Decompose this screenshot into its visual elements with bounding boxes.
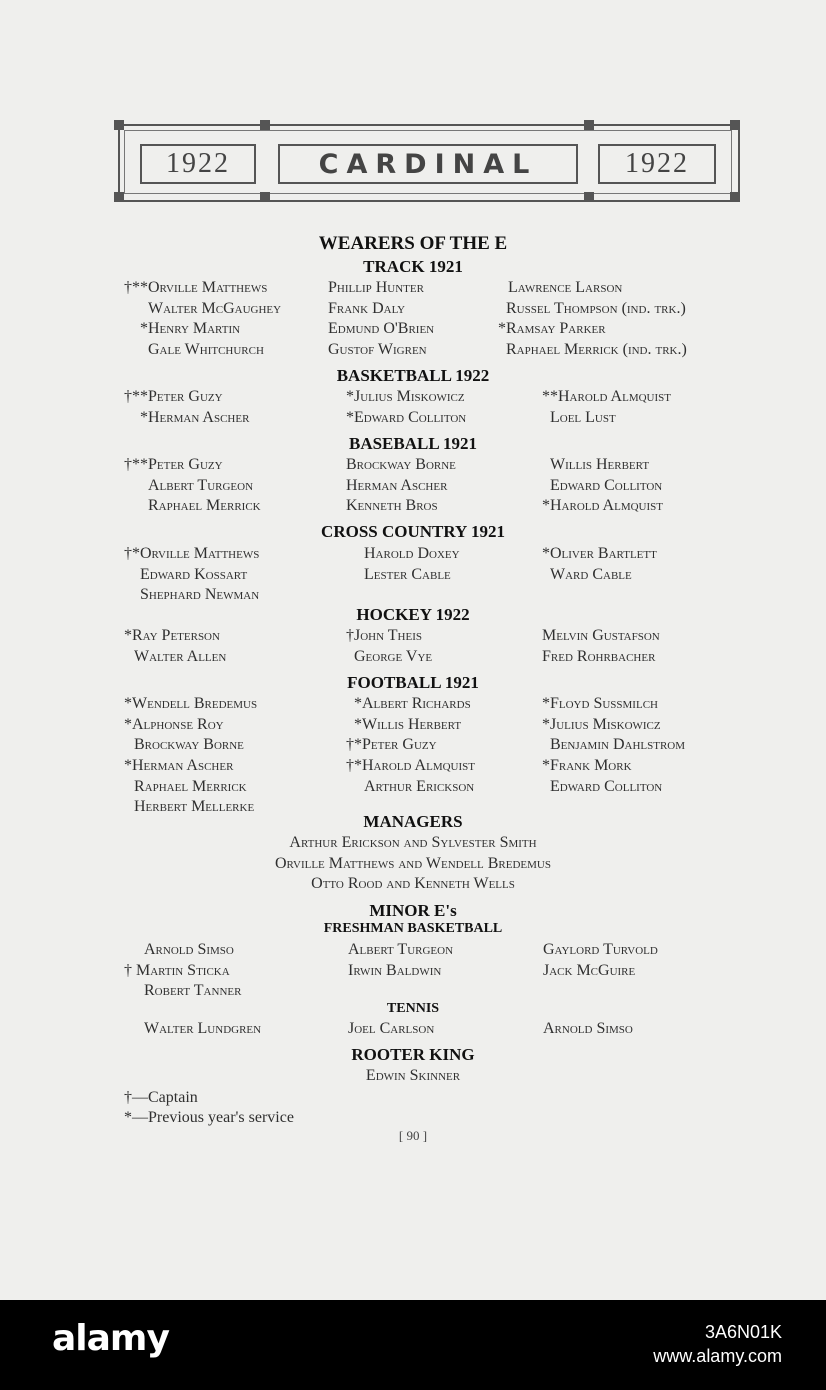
page-title: WEARERS OF THE E [318,233,508,254]
list-item: Russel Thompson (ind. trk.) [506,299,686,317]
corner-square [584,120,594,130]
list-item: Gaylord Turvold [543,941,658,958]
list-item: Albert Turgeon [348,941,454,958]
list-item: Herman Ascher [346,476,448,494]
list-item: Raphael Merrick [148,497,261,515]
list-item: Edward Kossart [140,565,248,583]
list-item: †**Peter Guzy [124,388,223,405]
list-item: Edward Colliton [550,476,663,494]
football-col2 [346,694,475,797]
list-item: Edmund O'Brien [328,320,435,338]
list-item: Harold Doxey [364,545,460,562]
managers-list [0,833,826,895]
legend-previous: *—Previous year's service [124,1109,294,1126]
football-col1 [124,694,257,818]
list-item: *Floyd Sussmilch [542,695,658,712]
list-item: *Julius Miskowicz [542,715,661,733]
list-item: Irwin Baldwin [348,961,442,979]
baseball-col3 [542,455,663,517]
list-item: Herbert Mellerke [134,798,255,816]
minor-col3 [543,940,658,981]
site-url: www.alamy.com [653,1346,782,1366]
hockey-heading: HOCKEY 1922 [356,605,470,624]
page-number: [ 90 ] [398,1128,428,1143]
list-item: *Herman Ascher [140,408,250,426]
hockey-col3 [542,626,660,667]
minor-col2 [348,940,453,981]
list-item: †*Harold Almquist [346,757,476,775]
list-item: Joel Carlson [348,1020,435,1037]
baseball-heading: BASEBALL 1921 [348,434,477,453]
basketball-heading: BASKETBALL 1922 [336,366,490,385]
basketball-col1 [124,387,249,428]
minor-col1 [124,940,241,1002]
freshman-basketball-heading: FRESHMAN BASKETBALL [323,921,503,936]
list-item: Edward Colliton [550,777,663,795]
list-item: Gustof Wigren [328,341,427,359]
list-item: *Oliver Bartlett [542,545,657,562]
list-item: Phillip Hunter [328,279,424,296]
list-item: Otto Rood and Kenneth Wells [311,875,515,893]
cross-country-col2 [364,544,460,585]
legend-captain: †—Captain [124,1089,198,1106]
managers-heading: MANAGERS [363,812,463,831]
list-item: Willis Herbert [550,456,650,473]
list-item: †**Orville Matthews [124,279,268,296]
basketball-col3 [542,387,671,428]
rooter-king-name [0,1066,826,1087]
list-item: Loel Lust [550,408,616,426]
minor-heading: MINOR E's [369,901,457,920]
list-item: *Herman Ascher [124,757,234,775]
image-id-block [653,1320,782,1368]
hockey-col1 [124,626,226,667]
list-item: *Frank Mork [542,757,632,775]
cross-country-col1 [124,544,259,606]
rooter-king-heading: ROOTER KING [351,1045,475,1064]
list-item: *Albert Richards [354,695,471,712]
list-item: Gale Whitchurch [148,341,264,359]
list-item: Arthur Erickson and Sylvester Smith [289,834,537,851]
list-item: **Harold Almquist [542,388,672,405]
list-item: †*Orville Matthews [124,545,260,562]
corner-square [260,120,270,130]
list-item: †*Peter Guzy [346,736,437,754]
football-heading: FOOTBALL 1921 [347,673,479,692]
list-item: *Julius Miskowicz [346,388,465,405]
list-item: Raphael Merrick [134,777,247,795]
track-heading: TRACK 1921 [363,257,463,276]
list-item: Benjamin Dahlstrom [550,736,686,754]
list-item: Walter Allen [134,647,227,665]
corner-square [114,120,124,130]
list-item: *Harold Almquist [542,497,664,515]
banner-title: CARDINAL [278,144,578,184]
tennis-col1 [144,1019,261,1040]
corner-square [730,192,740,202]
list-item: George Vye [354,647,433,665]
cardinal-banner [118,124,740,202]
list-item: Arnold Simso [144,941,234,958]
football-col3 [542,694,685,797]
list-item: *Henry Martin [140,320,241,338]
track-col1 [124,278,281,361]
tennis-col3 [543,1019,633,1040]
list-item: Edwin Skinner [365,1067,461,1084]
list-item: Orville Matthews and Wendell Bredemus [275,854,551,872]
list-item: Lawrence Larson [508,279,623,296]
cross-country-heading: CROSS COUNTRY 1921 [321,522,505,541]
list-item: *Edward Colliton [346,408,467,426]
list-item: Raphael Merrick (ind. trk.) [506,341,687,359]
list-item: Ward Cable [550,565,632,583]
list-item: Melvin Gustafson [542,627,660,644]
corner-square [584,192,594,202]
list-item: *Ramsay Parker [498,320,606,338]
list-item: †John Theis [346,627,422,644]
list-item: Brockway Borne [134,736,244,754]
list-item: Arnold Simso [543,1020,633,1037]
banner-year-right: 1922 [598,144,716,184]
list-item: Robert Tanner [144,982,242,1000]
list-item: †**Peter Guzy [124,456,223,473]
track-col2 [328,278,434,361]
list-item: Walter McGaughey [148,299,282,317]
list-item: *Willis Herbert [354,715,462,733]
track-col3 [498,278,687,361]
baseball-col2 [346,455,456,517]
list-item: † Martin Sticka [124,961,230,979]
banner-year-left: 1922 [140,144,256,184]
list-item: *Alphonse Roy [124,715,224,733]
tennis-col2 [348,1019,434,1040]
list-item: Shephard Newman [140,586,260,604]
corner-square [114,192,124,202]
list-item: Fred Rohrbacher [542,647,656,665]
cross-country-col3 [542,544,657,585]
corner-square [260,192,270,202]
list-item: *Ray Peterson [124,627,220,644]
alamy-logo: alamy [52,1318,169,1359]
list-item: Frank Daly [328,299,406,317]
corner-square [730,120,740,130]
list-item: Lester Cable [364,565,451,583]
list-item: Arthur Erickson [364,777,475,795]
basketball-col2 [346,387,466,428]
list-item: Brockway Borne [346,456,456,473]
list-item: Albert Turgeon [148,476,254,494]
tennis-heading: TENNIS [386,1001,440,1016]
list-item: *Wendell Bredemus [124,695,258,712]
list-item: Walter Lundgren [144,1020,262,1037]
list-item: Kenneth Bros [346,497,438,515]
list-item: Jack McGuire [543,961,636,979]
image-id: 3A6N01K [704,1322,782,1342]
hockey-col2 [346,626,432,667]
baseball-col1 [124,455,261,517]
